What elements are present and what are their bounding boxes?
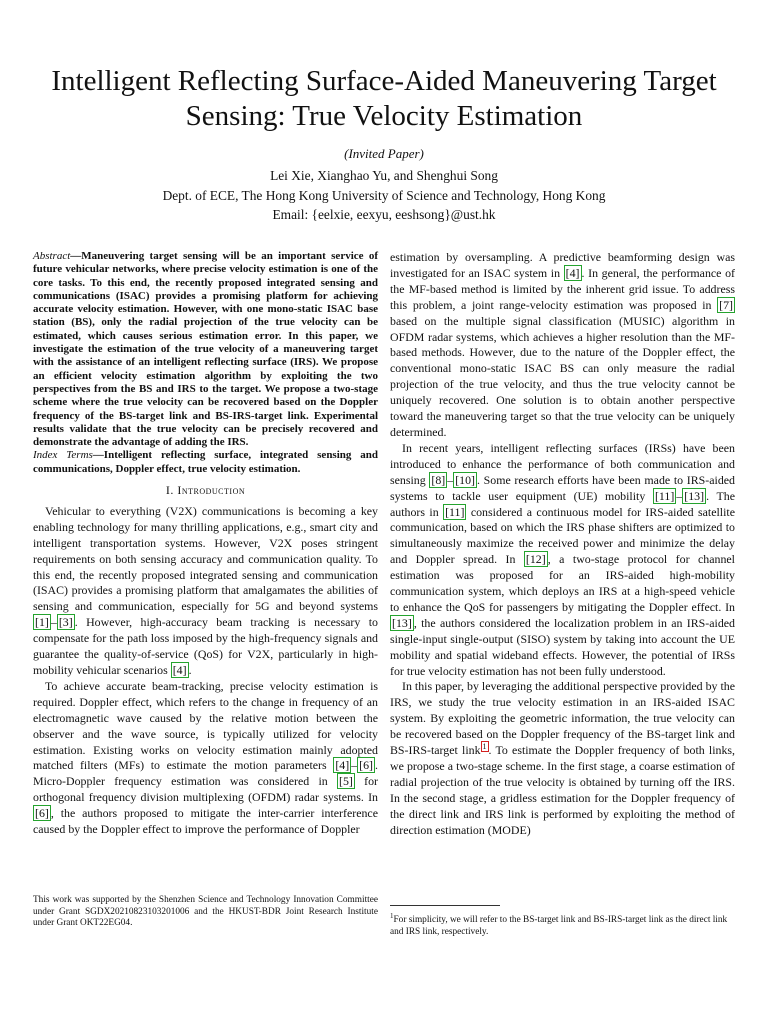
citation-link[interactable]: [11] <box>654 488 675 503</box>
right-column <box>390 250 735 839</box>
paragraph-text: for orthogonal frequency division multiplexing (OFDM) radar systems. In <box>33 774 379 805</box>
paragraph-text: , a two-stage protocol for channel estimation was proposed for an IRS-aided high-mobility communication system, which deploys an IRS at a high-speed vehicle to enhance the QoS for passengers by mitigating the Doppler effect. In <box>390 552 735 614</box>
citation-link[interactable]: [3] <box>58 615 73 630</box>
paragraph-text: , the authors considered the localization problem in an IRS-aided single-input single-output (SISO) system by taking into account the UE mobility and spatial wideband effects. However, the potential of IRSs for true velocity estimation has not been fully understood. <box>390 615 735 678</box>
affiliation: Dept. of ECE, The Hong Kong University of Science and Technology, Hong Kong <box>162 188 606 203</box>
citation-link[interactable]: [4] <box>565 265 580 280</box>
citation-link[interactable]: [1] <box>35 615 49 630</box>
paragraph-text: To achieve accurate beam-tracking, precise velocity estimation is required. Doppler effect, which refers to the change in frequency of an electromagnetic wave caused by the relative motion between the observer and the wave source, is typically utilized for velocity estimation. Existing works on velocity estimation mainly adopted matched filters (MFs) to estimate the motion parameters <box>33 678 378 773</box>
simplification-footnote <box>390 905 735 938</box>
paragraph-text: Vehicular to everything (V2X) communications is becoming a key enabling technology for many thrilling applications, e.g., smart city and intelligent transportation systems. However, V2X poses stringent requirements on both sensing accuracy and communication quality. To this end, the recently proposed integrated sensing and communication (ISAC) provides a promising platform that amalgamates the abilities of sensing and communication, especially for 5G and beyond systems <box>33 503 378 614</box>
paragraph-text: . However, high-accuracy beam tracking is necessary to compensate for the path loss imposed by the high-frequency signals and guarantee the quality-of-service (QoS) for V2X, particularly in high-mobility vehicular scenarios <box>33 615 378 678</box>
citation-link[interactable]: [6] <box>35 806 49 821</box>
body-paragraph <box>390 441 735 680</box>
index-terms-lead: Index Terms <box>33 449 93 462</box>
index-terms <box>33 449 378 476</box>
paragraph-text: In recent years, intelligent reflecting surfaces (IRSs) have been introduced to enhance the performance of both communication and sensing <box>390 440 735 487</box>
paragraph-text: based on the multiple signal classification (MUSIC) algorithm in OFDM radar systems, which achieves a higher resolution than the MF-based methods. However, due to the nature of the Doppler effect, the conventional mono-static ISAC BS can only measure the radial projection of the true velocity, and thus the true velocity cannot be uniquely recovered. One solution is to obtain another perspective toward the maneuvering target so that the true velocity can be uniquely determined. <box>390 313 735 439</box>
citation-link[interactable]: [10] <box>455 472 475 487</box>
paragraph-text: . To estimate the Doppler frequency of both links, we propose a two-stage scheme. In the first stage, a coarse estimation of radial projection of the true velocity is obtained by turning off the IRS. In the second stage, a gridless estimation for the Doppler frequency of the direct link and IRS link is performed by exploiting the method of direction estimation (MODE) <box>390 743 735 837</box>
paragraph-text: estimation by oversampling. A predictive beamforming design was investigated for an ISAC system in <box>390 250 735 280</box>
paragraph-text: . Some research efforts have been made to IRS-aided systems to tackle user equipment (UE) mobility <box>390 472 735 503</box>
paragraph-text: – <box>447 472 454 487</box>
citation-link[interactable]: [5] <box>338 774 353 789</box>
funding-footnote: This work was supported by the Shenzhen Science and Technology Innovation Committee under Grant SGDX20210823103201006 and the HKUST-BDR Joint Research Institute under Grant OKT22EG04. <box>33 895 378 928</box>
citation-link[interactable]: [7] <box>719 297 733 312</box>
intro-paragraph <box>33 679 378 838</box>
abstract-body: —Maneuvering target sensing will be an important service of future vehicular networks, where precise velocity estimation is one of the core tasks. To this end, the recently proposed integrated sensing and communications (ISAC) provides a promising platform for achieving accurate velocity estimation. However, with one mono-static ISAC base station (BS), only the radial projection of the true velocity can be estimated, which causes serious estimation error. In this paper, we investigate the estimation of the true velocity of a maneuvering target with the assistance of an intelligent reflecting surface (IRS). We propose an efficient velocity estimation algorithm by exploiting the two perspectives from the BS and IRS to the target. We propose a two-stage scheme where the true velocity can be recovered based on the Doppler frequency of the BS-target link and BS-IRS-target link. Experimental results validate that the true velocity can be precisely recovered and demonstrate the advantage of adding the IRS. <box>33 250 378 449</box>
citation-link[interactable]: [11] <box>445 504 465 519</box>
citation-link[interactable]: [4] <box>172 663 187 678</box>
citation-link[interactable]: [13] <box>392 615 412 630</box>
footnote-rule <box>390 905 500 906</box>
body-paragraph <box>390 679 735 838</box>
body-paragraph <box>390 250 735 441</box>
citation-link[interactable]: [13] <box>684 488 705 503</box>
citation-link[interactable]: [12] <box>525 552 546 567</box>
paragraph-text: , the authors proposed to mitigate the inter-carrier interference caused by the Doppler effect to improve the performance of Doppler <box>33 806 378 837</box>
footnote-mark: 1 <box>390 912 394 920</box>
abstract <box>33 250 378 449</box>
paragraph-text: – <box>351 758 358 773</box>
citation-link[interactable]: [4] <box>335 758 350 773</box>
paragraph-text: . The authors in <box>390 488 735 519</box>
footnote-link[interactable]: 1 <box>482 742 487 752</box>
left-column <box>33 250 378 838</box>
abstract-lead: Abstract <box>33 250 71 262</box>
paper-subtitle: (Invited Paper) <box>344 146 424 161</box>
paragraph-text: . Micro-Doppler frequency estimation was considered in <box>33 758 378 789</box>
footnote-text: For simplicity, we will refer to the BS-target link and BS-IRS-target link as the direct link and IRS link, respectively. <box>390 915 728 937</box>
citation-link[interactable]: [6] <box>359 758 374 773</box>
paper-title: Intelligent Reflecting Surface-Aided Maneuvering Target Sensing: True Velocity Estimation <box>51 65 717 132</box>
section-heading-introduction: I. Introduction <box>165 483 246 498</box>
author-list: Lei Xie, Xianghao Yu, and Shenghui Song <box>270 168 498 183</box>
paragraph-text: In this paper, by leveraging the additional perspective provided by the IRS, we study the true velocity estimation in an IRS-aided ISAC system. By exploiting the geometric information, the true velocity can be recovered based on the Doppler frequency of the BS-target link and BS-IRS-target link <box>390 679 735 758</box>
intro-paragraph <box>33 504 378 679</box>
paragraph-text: – <box>50 615 57 630</box>
paragraph-text: – <box>676 488 683 503</box>
citation-link[interactable]: [8] <box>431 472 446 487</box>
paragraph-text: . In general, the performance of the MF-based method is limited by the inherent grid issue. To address this problem, a joint range-velocity estimation was proposed in <box>390 265 735 312</box>
paragraph-text: . <box>188 663 192 678</box>
index-terms-body: —Intelligent reflecting surface, integrated sensing and communications, Doppler effect, true velocity estimation. <box>33 449 378 475</box>
email-line: Email: {eelxie, eexyu, eeshsong}@ust.hk <box>272 207 496 222</box>
paragraph-text: considered a continuous model for IRS-aided satellite communication, based on which the IRS phase shifters are optimized to simultaneously maximize the received power and minimize the delay and Doppler spread. In <box>390 504 735 567</box>
